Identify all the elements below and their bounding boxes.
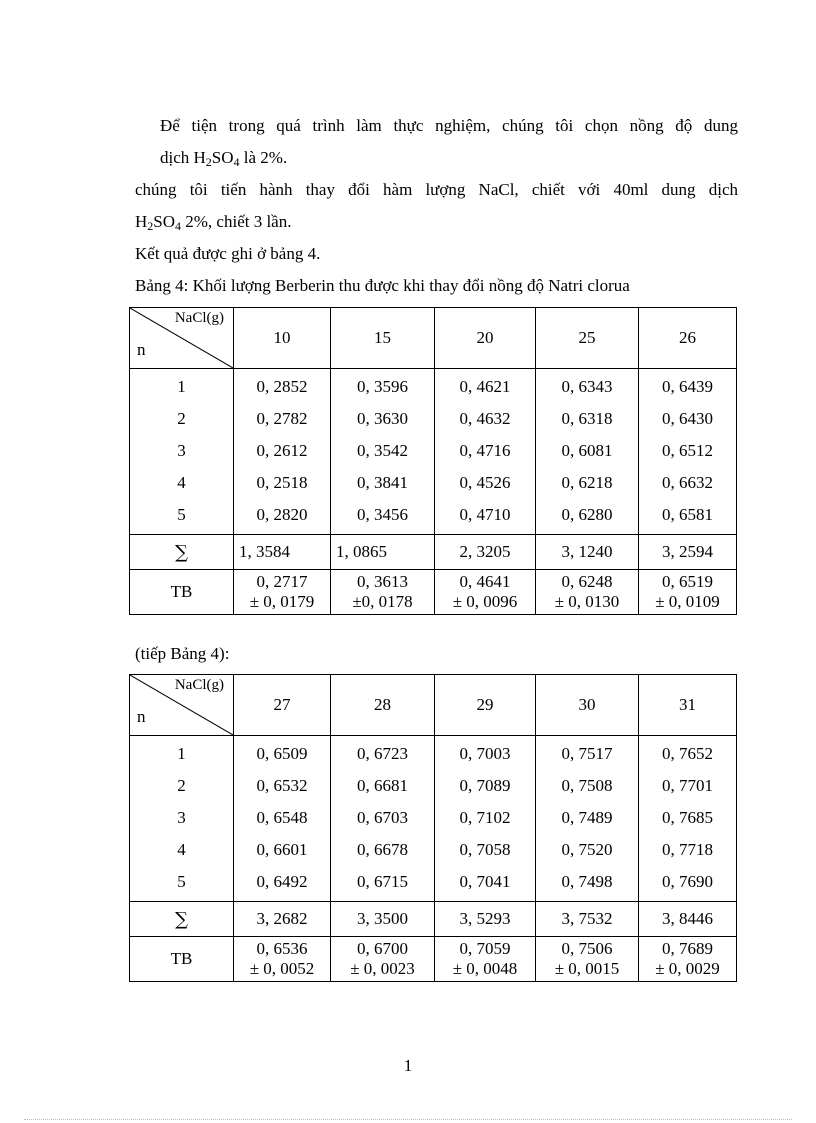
table-cell: 0, 7508	[561, 776, 613, 795]
table-cell: 0, 6081	[561, 441, 613, 460]
tb-deviation: ± 0, 0048	[452, 959, 518, 978]
tb-cell	[639, 937, 737, 982]
tb-deviation: ± 0, 0023	[350, 959, 415, 978]
table-1-sum-row	[130, 535, 737, 570]
tb-mean: 0, 4641	[459, 572, 511, 591]
column-header: 29	[435, 675, 536, 736]
table-cell: 0, 7489	[561, 808, 613, 827]
table-cell: 0, 6532	[256, 776, 308, 795]
tb-deviation: ± 0, 0109	[655, 592, 720, 611]
table-2-caption: (tiếp Bảng 4):	[135, 644, 230, 663]
table-cell: 0, 7517	[561, 744, 613, 763]
column-header: 28	[331, 675, 435, 736]
column-header: 26	[639, 308, 737, 369]
table-1-tb-row	[130, 570, 737, 615]
value-column	[435, 369, 536, 535]
tb-cell	[234, 937, 331, 982]
table-cell: 0, 6723	[357, 744, 408, 763]
paragraph-2-line-1: chúng tôi tiến hành thay đổi hàm lượng NaCl, chiết với 40ml dung dịch	[135, 180, 738, 199]
table-cell: 0, 6280	[561, 505, 613, 524]
row-index: 1	[177, 377, 186, 396]
table-cell: 0, 7041	[459, 872, 511, 891]
tb-mean: 0, 7689	[662, 939, 713, 958]
row-index: 5	[177, 872, 186, 891]
table-cell: 0, 3596	[357, 377, 408, 396]
sum-cell: 3, 2682	[234, 902, 331, 937]
table-cell: 0, 2518	[256, 473, 308, 492]
table-cell: 0, 7089	[459, 776, 511, 795]
tb-cell	[639, 570, 737, 615]
table-cell: 0, 6318	[561, 409, 613, 428]
column-header: 15	[331, 308, 435, 369]
page-bottom-divider	[24, 1119, 792, 1120]
table-cell: 0, 7498	[561, 872, 613, 891]
table-cell: 0, 6715	[357, 872, 408, 891]
table-cell: 0, 7718	[662, 840, 713, 859]
table-cell: 0, 7003	[459, 744, 511, 763]
sum-cell: 3, 7532	[536, 902, 639, 937]
table-2-tb-row	[130, 937, 737, 982]
tb-deviation: ± 0, 0096	[452, 592, 518, 611]
row-index: 2	[177, 776, 186, 795]
table-cell: 0, 2852	[256, 377, 308, 396]
corner-bottom-label: n	[137, 340, 146, 359]
row-index: 5	[177, 505, 186, 524]
row-index: 1	[177, 744, 186, 763]
sum-cell: 3, 3500	[331, 902, 435, 937]
sum-cell: 1, 3584	[234, 535, 331, 570]
table-cell: 0, 3630	[357, 409, 408, 428]
row-index: 4	[177, 840, 186, 859]
table-cell: 0, 7102	[459, 808, 511, 827]
n-column	[130, 369, 234, 535]
table-cell: 0, 6703	[357, 808, 408, 827]
table-cell: 0, 6218	[561, 473, 613, 492]
table-cell: 0, 4716	[459, 441, 511, 460]
value-column	[331, 369, 435, 535]
table-cell: 0, 6343	[561, 377, 613, 396]
sum-label: ∑	[130, 902, 234, 937]
table-1-data-rows	[130, 369, 737, 535]
paragraph-1-line-1: Để tiện trong quá trình làm thực nghiệm, chúng tôi chọn nồng độ dung	[160, 116, 738, 135]
table-cell: 0, 2612	[256, 441, 308, 460]
paragraph-2-line-2: $H_2SO_4$ 2%, chiết 3 lần.	[135, 212, 292, 233]
tb-mean: 0, 7506	[561, 939, 613, 958]
table-cell: 0, 7690	[662, 872, 713, 891]
tb-mean: 0, 6248	[561, 572, 613, 591]
tb-cell	[234, 570, 331, 615]
table-cell: 0, 6681	[357, 776, 408, 795]
tb-deviation: ± 0, 0015	[554, 959, 620, 978]
n-column	[130, 736, 234, 902]
value-column	[536, 369, 639, 535]
page-number: 1	[403, 1056, 413, 1075]
sum-cell: 3, 2594	[639, 535, 737, 570]
sum-cell: 3, 1240	[536, 535, 639, 570]
column-header: 10	[234, 308, 331, 369]
table-cell: 0, 7520	[561, 840, 613, 859]
table-2-data-rows	[130, 736, 737, 902]
sum-cell: 2, 3205	[435, 535, 536, 570]
value-column	[435, 736, 536, 902]
table-cell: 0, 6492	[256, 872, 308, 891]
table-cell: 0, 6509	[256, 744, 308, 763]
column-header: 25	[536, 308, 639, 369]
column-header: 20	[435, 308, 536, 369]
table-cell: 0, 6678	[357, 840, 408, 859]
table-cell: 0, 4632	[459, 409, 511, 428]
tb-deviation: ± 0, 0130	[554, 592, 620, 611]
table-cell: 0, 7058	[459, 840, 511, 859]
corner-bottom-label: n	[137, 707, 146, 726]
column-header: 31	[639, 675, 737, 736]
sum-label: ∑	[130, 535, 234, 570]
table-2-corner-cell	[130, 675, 234, 736]
table-cell: 0, 6632	[662, 473, 713, 492]
table-2	[129, 674, 737, 982]
table-1-caption: Bảng 4: Khối lượng Berberin thu được khi thay đổi nồng độ Natri clorua	[135, 276, 630, 295]
table-1	[129, 307, 737, 615]
sum-cell: 3, 8446	[639, 902, 737, 937]
table-2-sum-row	[130, 902, 737, 937]
row-index: 4	[177, 473, 186, 492]
table-cell: 0, 6601	[256, 840, 308, 859]
tb-mean: 0, 6519	[662, 572, 713, 591]
table-cell: 0, 2820	[256, 505, 308, 524]
table-cell: 0, 4526	[459, 473, 511, 492]
corner-top-label: NaCl(g)	[174, 677, 224, 693]
table-cell: 0, 7652	[662, 744, 713, 763]
table-cell: 0, 2782	[256, 409, 308, 428]
table-cell: 0, 6581	[662, 505, 713, 524]
tb-label: TB	[130, 937, 234, 982]
table-2-header-row	[130, 675, 737, 736]
table-cell: 0, 4621	[459, 377, 511, 396]
sum-cell: 3, 5293	[435, 902, 536, 937]
row-index: 2	[177, 409, 186, 428]
tb-deviation: ± 0, 0029	[655, 959, 720, 978]
table-cell: 0, 3456	[357, 505, 408, 524]
tb-mean: 0, 3613	[357, 572, 408, 591]
tb-deviation: ± 0, 0052	[249, 959, 315, 978]
tb-mean: 0, 7059	[459, 939, 511, 958]
table-cell: 0, 6512	[662, 441, 713, 460]
table-cell: 0, 6548	[256, 808, 308, 827]
tb-label: TB	[130, 570, 234, 615]
column-header: 30	[536, 675, 639, 736]
value-column	[234, 736, 331, 902]
tb-mean: 0, 6700	[357, 939, 408, 958]
tb-cell	[331, 570, 435, 615]
column-header: 27	[234, 675, 331, 736]
value-column	[639, 736, 737, 902]
tb-cell	[435, 570, 536, 615]
tb-mean: 0, 2717	[256, 572, 308, 591]
paragraph-1-line-2: dịch $H_2SO_4$ là 2%.	[160, 148, 288, 169]
table-1-corner-cell	[130, 308, 234, 369]
table-cell: 0, 3542	[357, 441, 408, 460]
table-cell: 0, 6430	[662, 409, 713, 428]
corner-top-label: NaCl(g)	[174, 310, 224, 326]
row-index: 3	[177, 808, 186, 827]
paragraph-3: Kết quả được ghi ở bảng 4.	[135, 244, 321, 263]
sum-cell: 1, 0865	[331, 535, 435, 570]
table-cell: 0, 3841	[357, 473, 408, 492]
table-cell: 0, 4710	[459, 505, 511, 524]
value-column	[536, 736, 639, 902]
table-cell: 0, 7685	[662, 808, 713, 827]
table-1-header-row	[130, 308, 737, 369]
tb-mean: 0, 6536	[256, 939, 308, 958]
value-column	[639, 369, 737, 535]
value-column	[234, 369, 331, 535]
table-cell: 0, 7701	[662, 776, 713, 795]
value-column	[331, 736, 435, 902]
table-cell: 0, 6439	[662, 377, 713, 396]
row-index: 3	[177, 441, 186, 460]
tb-deviation: ± 0, 0179	[249, 592, 315, 611]
tb-deviation: ±0, 0178	[352, 592, 413, 611]
tb-cell	[331, 937, 435, 982]
tb-cell	[536, 570, 639, 615]
tb-cell	[435, 937, 536, 982]
tb-cell	[536, 937, 639, 982]
